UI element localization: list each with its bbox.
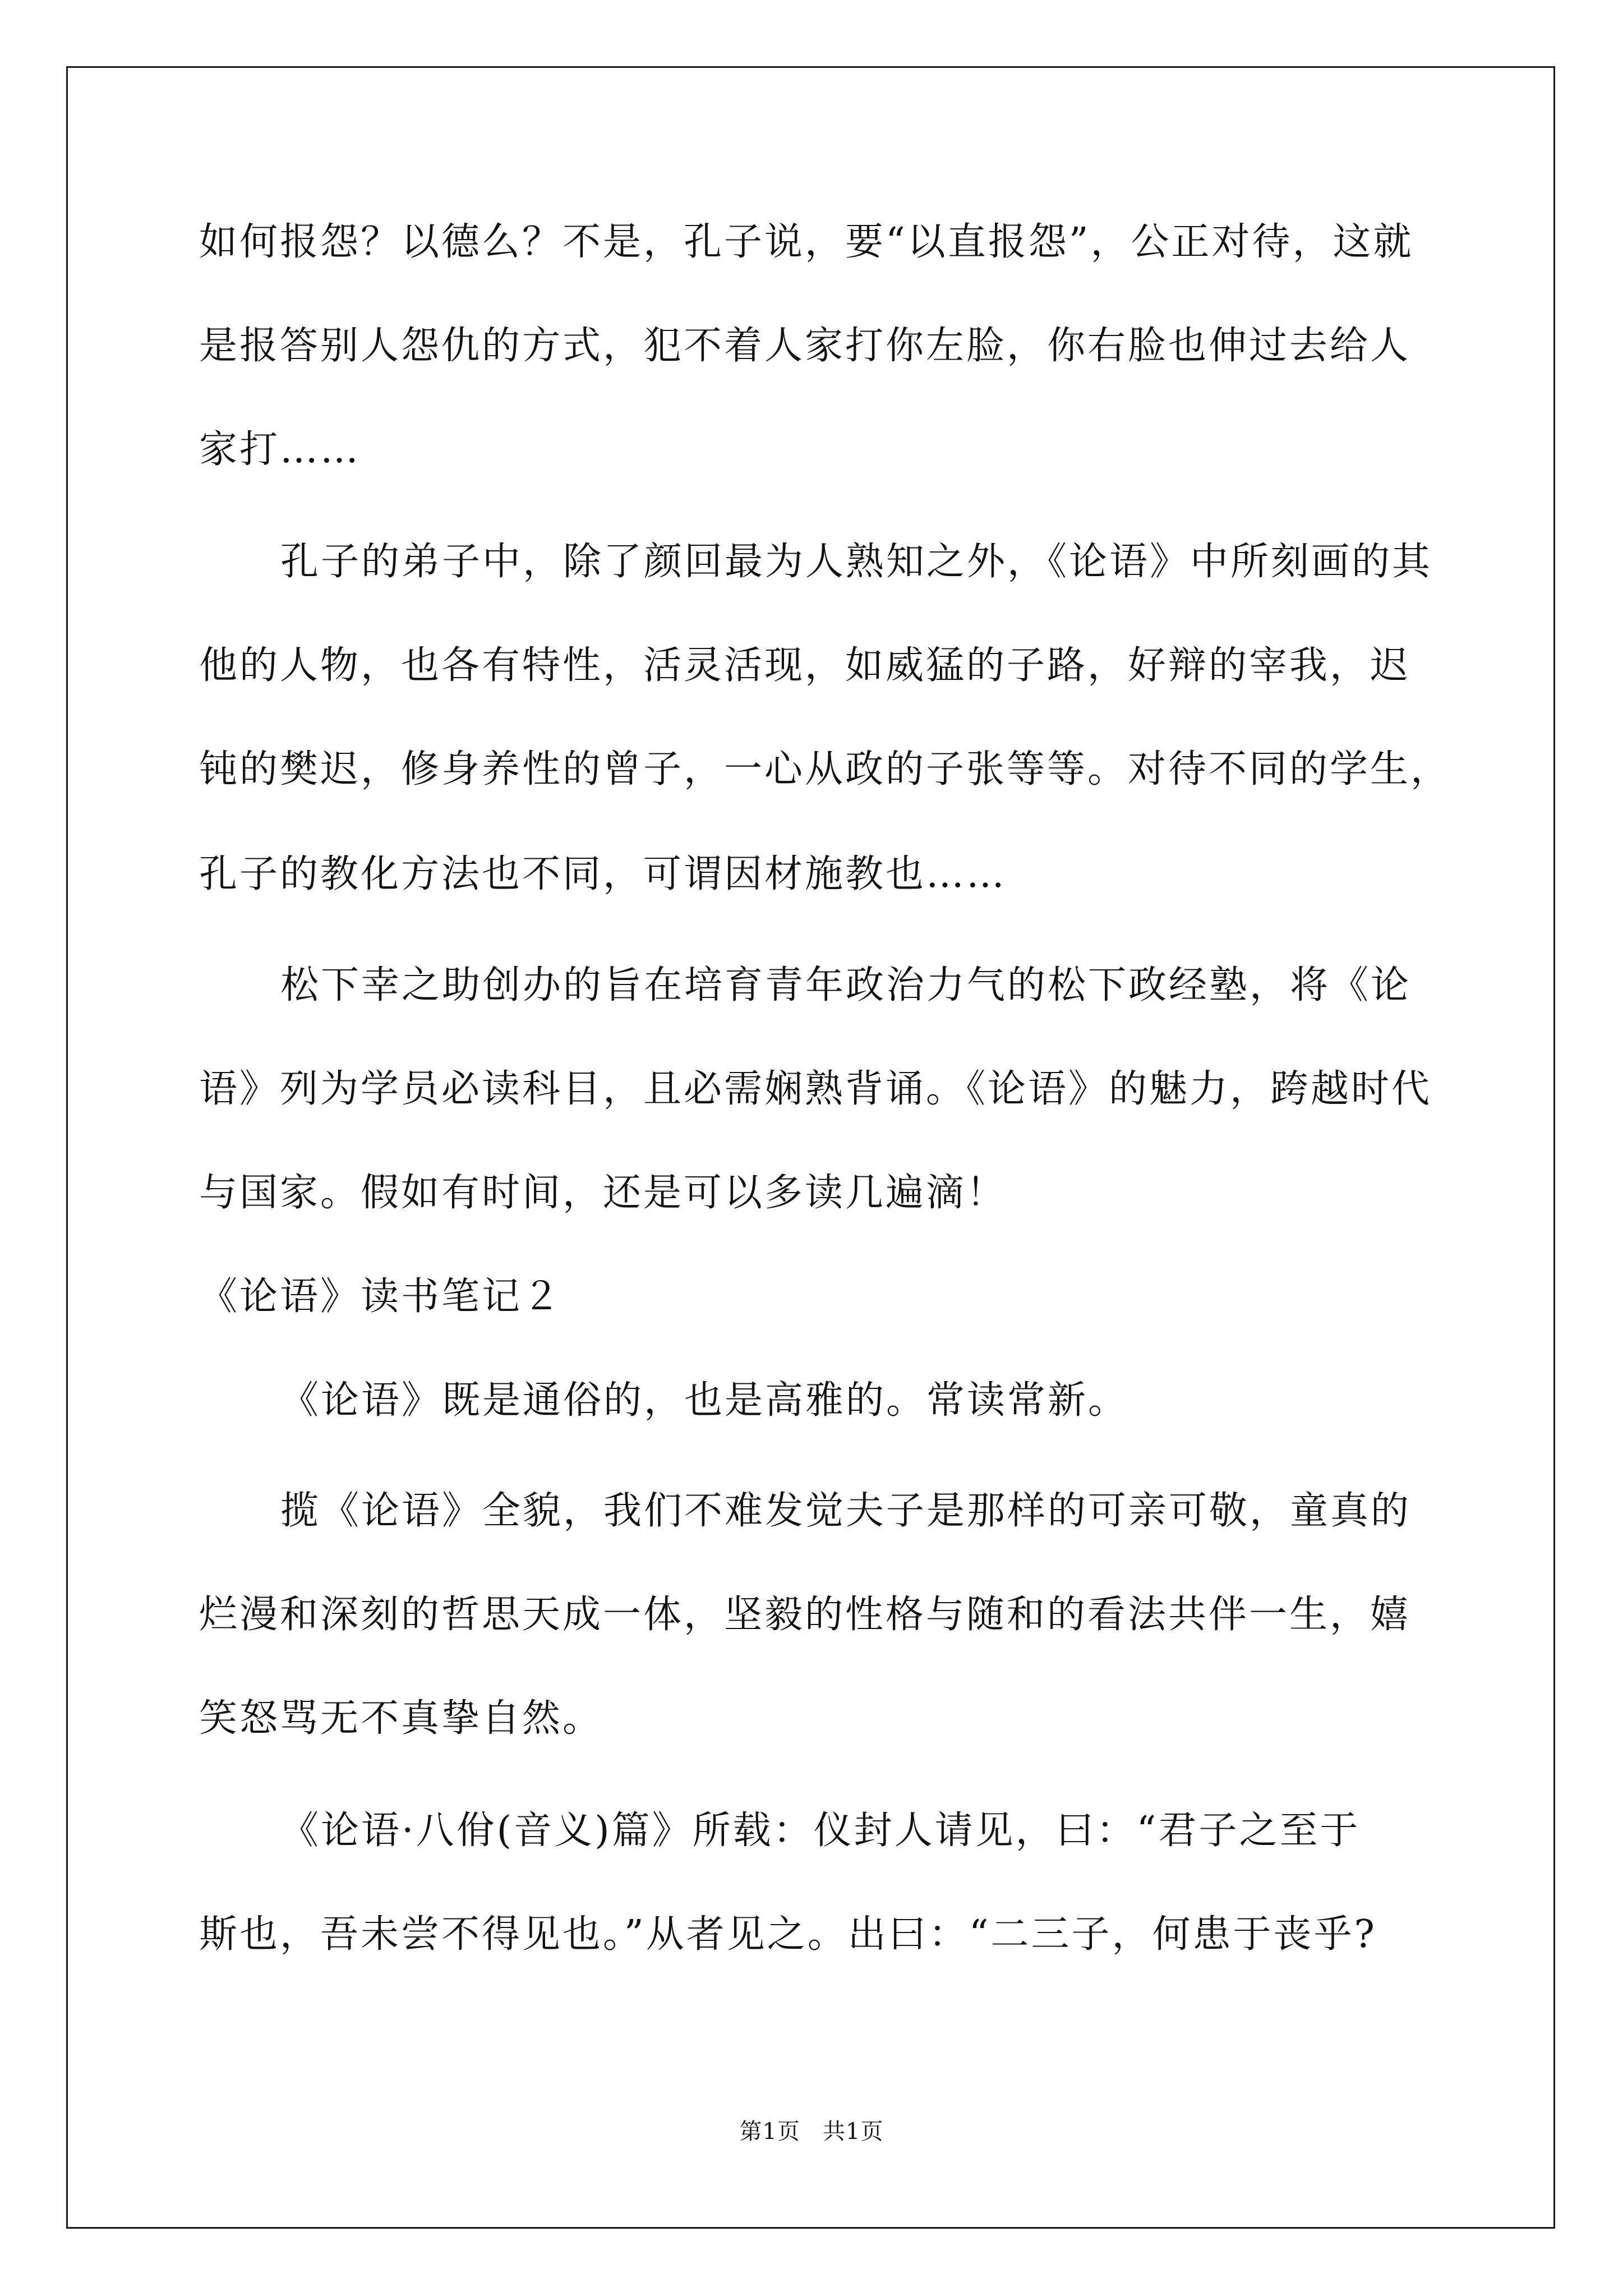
text-line-16: 《论语·八佾(音义)篇》所载：仪封人请见，曰：“君子之至于 bbox=[280, 1809, 1361, 1853]
text-line-14: 烂漫和深刻的哲思天成一体，坚毅的性格与随和的看法共伴一生，嬉 bbox=[199, 1593, 1411, 1637]
text-line-5: 他的人物，也各有特性，活灵活现，如威猛的子路，好辩的宰我，迟 bbox=[199, 643, 1411, 688]
text-line-13: 揽《论语》全貌，我们不难发觉夫子是那样的可亲可敬，童真的 bbox=[280, 1489, 1412, 1533]
text-line-2: 是报答别人怨仇的方式，犯不着人家打你左脸，你右脸也伸过去给人 bbox=[199, 324, 1411, 368]
page-border bbox=[66, 66, 1555, 2229]
page-number: 第1页 bbox=[739, 2119, 800, 2145]
text-line-6: 钝的樊迟，修身养性的曾子，一心从政的子张等等。对待不同的学生， bbox=[199, 747, 1451, 792]
section-heading: 《论语》读书笔记２ bbox=[199, 1274, 563, 1319]
text-line-7: 孔子的教化方法也不同，可谓因材施教也…… bbox=[199, 852, 1007, 896]
text-line-1: 如何报怨？以德么？不是，孔子说，要“以直报怨”，公正对待，这就 bbox=[199, 220, 1414, 264]
text-line-3: 家打…… bbox=[199, 427, 361, 472]
text-line-15: 笑怒骂无不真挚自然。 bbox=[199, 1696, 603, 1741]
text-line-17: 斯也，吾未尝不得见也。”从者见之。出曰：“二三子，何患于丧乎? bbox=[199, 1912, 1377, 1957]
text-line-4: 孔子的弟子中，除了颜回最为人熟知之外，《论语》中所刻画的其 bbox=[280, 540, 1433, 584]
text-line-8: 松下幸之助创办的旨在培育青年政治力气的松下政经塾，将《论 bbox=[280, 963, 1412, 1007]
page-total: 共1页 bbox=[823, 2119, 884, 2145]
text-line-12: 《论语》既是通俗的，也是高雅的。常读常新。 bbox=[280, 1378, 1129, 1423]
text-line-10: 与国家。假如有时间，还是可以多读几遍滴！ bbox=[199, 1171, 1007, 1215]
page-footer bbox=[0, 2120, 1623, 2143]
text-line-9: 语》列为学员必读科目，且必需娴熟背诵。《论语》的魅力，跨越时代 bbox=[199, 1067, 1432, 1111]
